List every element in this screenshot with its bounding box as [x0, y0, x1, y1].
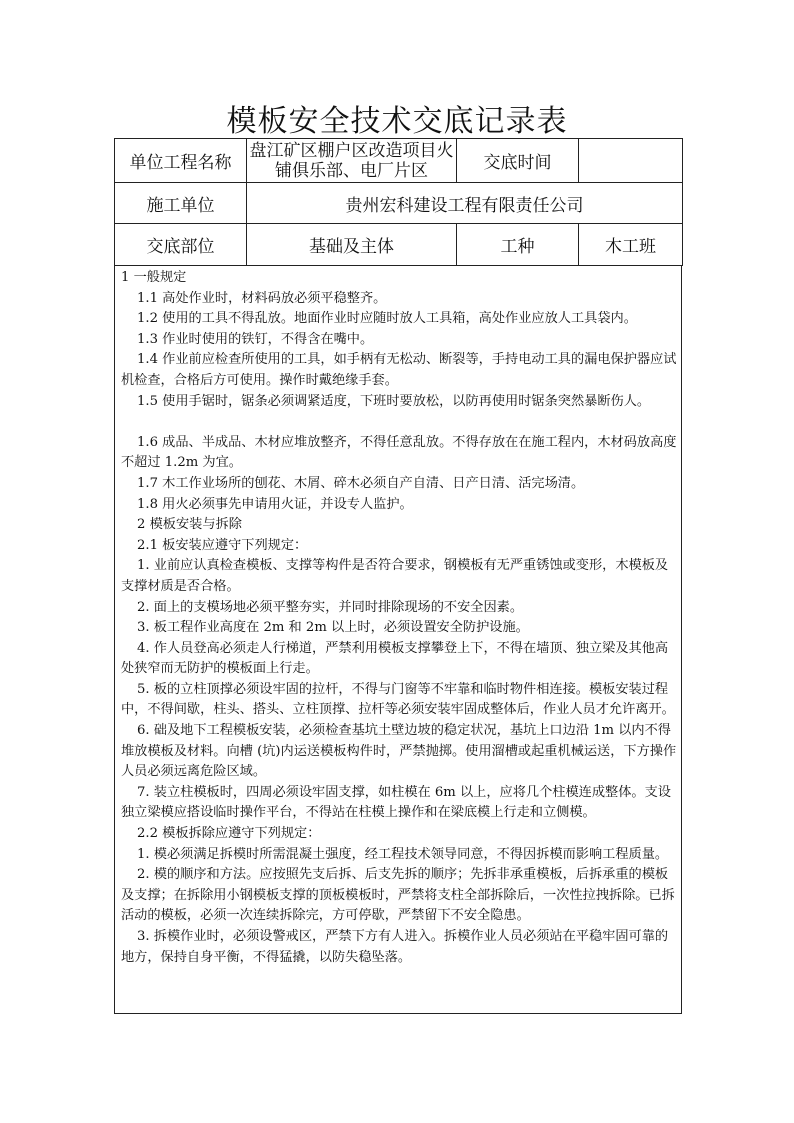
content-line: 1.8 用火必须事先申请用火证，并设专人监护。: [137, 496, 413, 512]
content-line: 1.4 作业前应检查所使用的工具，如手柄有无松动、断裂等，手持电动工具的漏电保护器应试机检查，合格后方可使用。操作时戴绝缘手套。: [121, 352, 677, 388]
header-table: [114, 138, 683, 266]
trade-value: 木工班: [579, 224, 683, 266]
content-line: 1.6 成品、半成品、木材应堆放整齐，不得任意乱放。不得存放在在施工程内，木材码放高度不超过 1.2m 为宜。: [121, 434, 677, 471]
content-line: 1.2 使用的工具不得乱放。地面作业时应随时放人工具箱，高处作业应放人工具袋内。: [137, 311, 637, 327]
content-line: 1. 业前应认真检查模板、支撑等构件是否符合要求，钢模板有无严重锈蚀或变形，木模板及支撑材质是否合格。: [121, 558, 669, 594]
unit-project-value: 盘江矿区棚户区改造项目火铺俱乐部、电厂片区: [247, 139, 457, 183]
trade-label: 工种: [457, 224, 579, 266]
content-line: 3. 板工程作业高度在 2m 和 2m 以上时，必须设置安全防护设施。: [137, 620, 529, 636]
content-line: 2. 模的顺序和方法。应按照先支后拆、后支先拆的顺序；先拆非承重模板，后拆承重的模板及支撑；在拆除用小钢模板支撑的顶板模板时，严禁将支柱全部拆除后，一次性拉拽拆除。已拆活动的模板，必须一次连续拆除完，方可停歇，严禁留下不安全隐患。: [121, 867, 675, 924]
handover-time-value: [579, 139, 683, 183]
construction-unit-value: 贵州宏科建设工程有限责任公司: [247, 183, 683, 224]
section-heading: 2 模板安装与拆除: [137, 517, 242, 533]
handover-part-label: 交底部位: [115, 224, 247, 266]
unit-project-label: 单位工程名称: [115, 139, 247, 183]
content-line: 1.1 高处作业时，材料码放必须平稳整齐。: [137, 290, 387, 306]
content-line: 1.5 使用手锯时，锯条必须调紧适度，下班时要放松，以防再使用时锯条突然暴断伤人。: [137, 393, 651, 409]
content-line: 7. 装立柱模板时，四周必须设牢固支撑，如柱模在 6m 以上，应将几个柱模连成整体。支设独立梁模应搭设临时操作平台，不得站在柱模上操作和在梁底模上行走和立侧模。: [121, 784, 671, 821]
page-title: 模板安全技术交底记录表: [226, 104, 568, 139]
handover-time-label: 交底时间: [457, 139, 579, 183]
section-heading: 1 一般规定: [121, 270, 187, 285]
subsection-heading: 2.2 模板拆除应遵守下列规定：: [137, 826, 321, 842]
handover-part-value: 基础及主体: [247, 224, 457, 266]
content-line: 4. 作人员登高必须走人行梯道，严禁利用模板支撑攀登上下，不得在墙顶、独立梁及其他高处狭窄而无防护的模板面上行走。: [121, 640, 669, 677]
content-body: [114, 265, 682, 1014]
content-line: 1.3 作业时使用的铁钉，不得含在嘴中。: [137, 331, 374, 347]
content-line: 2. 面上的支模场地必须平整夯实，并同时排除现场的不安全因素。: [137, 599, 524, 615]
content-line: 1. 模必须满足拆模时所需混凝土强度，经工程技术领导同意，不得因拆模而影响工程质量。: [137, 846, 669, 862]
construction-unit-label: 施工单位: [115, 183, 247, 224]
content-line: 5. 板的立柱顶撑必须设牢固的拉杆，不得与门窗等不牢靠和临时物件相连接。模板安装过程中，不得间歇，柱头、搭头、立柱顶撑、拉杆等必须安装牢固成整体后，作业人员才允许离开。: [121, 681, 675, 718]
content-line: 6. 础及地下工程模板安装，必须检查基坑土壁边坡的稳定状况，基坑上口边沿 1m 以内不得堆放模板及材料。向槽 (坑)内运送模板构件时，严禁抛掷。使用溜槽或起重机械运送，下方操作人员必须远离危险区域。: [121, 723, 677, 780]
blank-line: [121, 412, 677, 433]
subsection-heading: 2.1 板安装应遵守下列规定：: [137, 537, 308, 553]
content-line: 1.7 木工作业场所的刨花、木屑、碎木必须自产自清、日产日清、活完场清。: [137, 475, 585, 491]
content-line: 3. 拆模作业时，必须设警戒区，严禁下方有人进入。拆模作业人员必须站在平稳牢固可靠的地方，保持自身平衡，不得猛撬，以防失稳坠落。: [121, 929, 669, 965]
